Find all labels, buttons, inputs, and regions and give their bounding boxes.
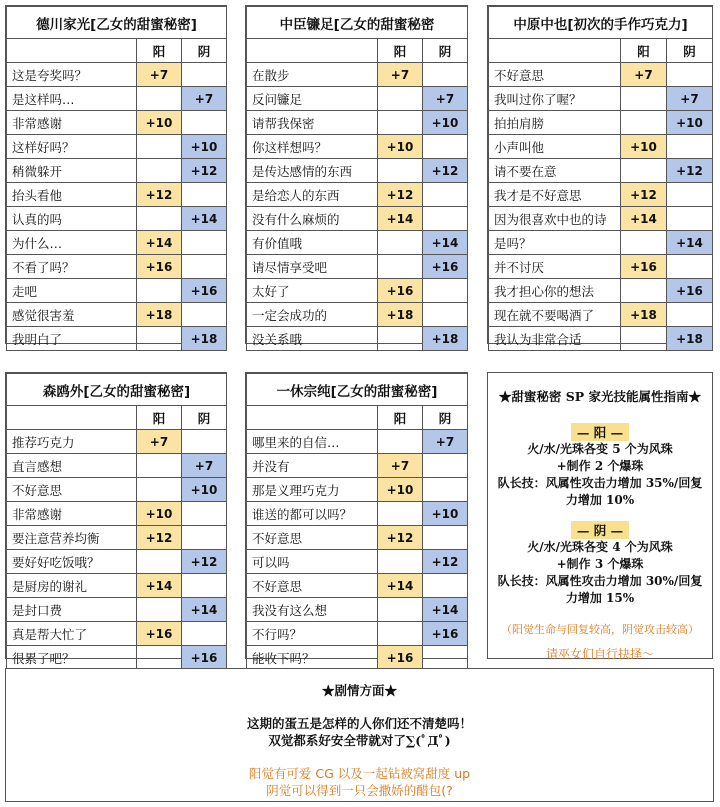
yin-value: +14: [423, 231, 468, 255]
header-blank: [7, 39, 137, 63]
yin-value: [667, 183, 713, 207]
table-row: [489, 303, 713, 327]
table-row: [7, 303, 227, 327]
table-row: [247, 598, 468, 622]
choice-text: 我明白了: [7, 327, 137, 351]
table-row: [7, 111, 227, 135]
choice-text: 反问镰足: [247, 87, 378, 111]
yin-value: +16: [182, 646, 227, 670]
choice-text: 是厨房的谢礼: [7, 574, 137, 598]
choice-table: [6, 373, 227, 670]
yang-value: [378, 255, 423, 279]
yang-value: +16: [137, 622, 182, 646]
choice-text: 不好意思: [247, 526, 378, 550]
yang-value: [137, 207, 182, 231]
table-row: [247, 159, 468, 183]
choice-text: 因为很喜欢中也的诗: [489, 207, 621, 231]
yang-value: +12: [137, 183, 182, 207]
yin-value: +12: [423, 550, 468, 574]
table-title: 中臣镰足[乙女的甜蜜秘密: [247, 7, 468, 39]
yang-value: +18: [621, 303, 667, 327]
yang-value: [137, 327, 182, 351]
yang-value: +10: [621, 135, 667, 159]
table-row: [247, 327, 468, 351]
yang-value: [137, 550, 182, 574]
table-row: [7, 231, 227, 255]
yang-value: +14: [621, 207, 667, 231]
yin-value: +18: [667, 327, 713, 351]
yang-value: +16: [137, 255, 182, 279]
table-row: [7, 646, 227, 670]
yang-value: [137, 87, 182, 111]
yin-value: [423, 454, 468, 478]
yang-value: +16: [378, 279, 423, 303]
yin-value: +14: [182, 207, 227, 231]
yang-value: [621, 159, 667, 183]
table-row: [247, 135, 468, 159]
guide-yang-header: — 阳 —: [571, 423, 629, 441]
table-title: 德川家光[乙女的甜蜜秘密]: [7, 7, 227, 39]
yin-value: +18: [423, 327, 468, 351]
choice-table-nakatomi: [245, 5, 468, 347]
choice-text: 我没有这么想: [247, 598, 378, 622]
choice-text: 认真的吗: [7, 207, 137, 231]
table-row: [489, 159, 713, 183]
yang-value: [378, 550, 423, 574]
choice-text: 要注意营养均衡: [7, 526, 137, 550]
choice-text: 请不要在意: [489, 159, 621, 183]
yang-value: +12: [378, 526, 423, 550]
yin-value: +12: [182, 159, 227, 183]
yin-value: [423, 135, 468, 159]
yin-value: +14: [667, 231, 713, 255]
table-row: [7, 454, 227, 478]
table-row: [7, 183, 227, 207]
yin-value: [182, 502, 227, 526]
yang-value: +7: [621, 63, 667, 87]
table-row: [7, 135, 227, 159]
yin-value: +7: [667, 87, 713, 111]
yin-value: +12: [423, 159, 468, 183]
table-row: [489, 183, 713, 207]
guide-yang-line: 队长技：风属性攻击力增加 35%/回复: [497, 476, 703, 490]
yang-value: [378, 598, 423, 622]
choice-text: 没有什么麻烦的: [247, 207, 378, 231]
yin-value: +14: [182, 598, 227, 622]
choice-text: 是这样吗…: [7, 87, 137, 111]
story-title: ★剧情方面★: [321, 683, 397, 698]
choice-text: 这是夸奖吗？: [7, 63, 137, 87]
yin-value: +12: [667, 159, 713, 183]
guide-yin-line: 力增加 15%: [565, 591, 635, 605]
choice-text: 太好了: [247, 279, 378, 303]
yin-value: [182, 526, 227, 550]
table-row: [247, 303, 468, 327]
yin-value: [423, 183, 468, 207]
choice-text: 不好意思: [247, 574, 378, 598]
yang-value: +12: [378, 183, 423, 207]
choice-text: 走吧: [7, 279, 137, 303]
guide-yin-header: — 阴 —: [571, 521, 629, 539]
choice-text: 非常感谢: [7, 111, 137, 135]
choice-text: 请帮我保密: [247, 111, 378, 135]
choice-text: 请尽情享受吧: [247, 255, 378, 279]
choice-text: 非常感谢: [7, 502, 137, 526]
yang-value: +10: [137, 502, 182, 526]
yang-value: +7: [137, 63, 182, 87]
header-yang: 阳: [378, 406, 423, 430]
table-title: 一休宗纯[乙女的甜蜜秘密]: [247, 374, 468, 406]
table-row: [7, 622, 227, 646]
table-row: [489, 207, 713, 231]
yang-value: [378, 502, 423, 526]
choice-text: 能收下吗？: [247, 646, 378, 670]
story-line-2: 双觉都系好安全带就对了∑(ﾟДﾟ): [268, 733, 451, 748]
yang-value: [378, 87, 423, 111]
guide-yang-line: 力增加 10%: [565, 493, 635, 507]
guide-note: （阳觉生命与回复较高，阴觉攻击较高）: [501, 623, 699, 636]
yin-value: [182, 430, 227, 454]
yin-value: +7: [182, 87, 227, 111]
yin-value: +12: [182, 550, 227, 574]
table-row: [247, 502, 468, 526]
choice-text: 现在就不要喝酒了: [489, 303, 621, 327]
header-yang: 阳: [137, 39, 182, 63]
yin-value: +10: [423, 111, 468, 135]
choice-text: 可以吗: [247, 550, 378, 574]
yang-value: [621, 87, 667, 111]
table-row: [489, 87, 713, 111]
yang-value: +18: [378, 303, 423, 327]
table-row: [247, 550, 468, 574]
yang-value: +16: [621, 255, 667, 279]
choice-table-mori: [5, 372, 227, 666]
choice-text: 很累了吧？: [7, 646, 137, 670]
choice-text: 我叫过你了喔？: [489, 87, 621, 111]
yang-value: [378, 430, 423, 454]
table-row: [7, 63, 227, 87]
yin-value: [182, 183, 227, 207]
yin-value: [182, 111, 227, 135]
choice-text: 真是帮大忙了: [7, 622, 137, 646]
header-blank: [247, 406, 378, 430]
choice-text: 抬头看他: [7, 183, 137, 207]
table-row: [489, 231, 713, 255]
story-line: [6, 715, 713, 749]
table-row: [247, 231, 468, 255]
table-row: [489, 255, 713, 279]
guide-yin-line: 火/水/光珠各变 4 个为风珠: [527, 540, 673, 554]
choice-text: 是吗？: [489, 231, 621, 255]
yin-value: +14: [423, 598, 468, 622]
choice-table: [246, 373, 468, 670]
yang-value: +7: [378, 63, 423, 87]
yin-value: +10: [667, 111, 713, 135]
choice-text: 你这样想吗？: [247, 135, 378, 159]
story-line-1: 这期的蛋五是怎样的人你们还不清楚吗！: [246, 716, 472, 731]
choice-text: 不看了吗？: [7, 255, 137, 279]
table-row: [7, 207, 227, 231]
yin-value: [423, 478, 468, 502]
table-row: [489, 327, 713, 351]
table-row: [7, 526, 227, 550]
table-row: [247, 478, 468, 502]
choice-table-tokugawa: [5, 5, 227, 347]
yin-value: [423, 646, 468, 670]
yang-value: +10: [378, 135, 423, 159]
table-row: [247, 430, 468, 454]
table-row: [7, 598, 227, 622]
table-row: [247, 87, 468, 111]
yin-value: +7: [182, 454, 227, 478]
yang-value: [621, 111, 667, 135]
choice-text: 我才是不好意思: [489, 183, 621, 207]
yang-value: [378, 622, 423, 646]
choice-text: 有价值哦: [247, 231, 378, 255]
table-row: [247, 207, 468, 231]
yin-value: +16: [667, 279, 713, 303]
yang-value: +10: [378, 478, 423, 502]
guide-note-choose: 请巫女们自行抉择～: [545, 647, 654, 661]
header-yin: 阴: [182, 39, 227, 63]
table-title: 中原中也[初次的手作巧克力]: [489, 7, 713, 39]
header-yin: 阴: [423, 39, 468, 63]
table-title: 森鸥外[乙女的甜蜜秘密]: [7, 374, 227, 406]
header-yang: 阳: [378, 39, 423, 63]
yang-value: +14: [378, 207, 423, 231]
header-blank: [247, 39, 378, 63]
yang-value: [137, 454, 182, 478]
header-yang: 阳: [137, 406, 182, 430]
table-row: [247, 646, 468, 670]
yang-value: [137, 598, 182, 622]
guide-yang-line: +制作 2 个爆珠: [556, 459, 644, 473]
table-row: [7, 327, 227, 351]
yang-value: +12: [137, 526, 182, 550]
choice-text: 一定会成功的: [247, 303, 378, 327]
yin-value: [423, 303, 468, 327]
story-panel: [5, 668, 714, 802]
yang-value: +14: [378, 574, 423, 598]
header-yang: 阳: [621, 39, 667, 63]
yin-value: [667, 63, 713, 87]
choice-text: 没关系哦: [247, 327, 378, 351]
yin-value: +10: [423, 502, 468, 526]
yang-value: [378, 327, 423, 351]
choice-text: 是给恋人的东西: [247, 183, 378, 207]
guide-yang-line: 火/水/光珠各变 5 个为风珠: [527, 442, 673, 456]
table-row: [7, 255, 227, 279]
yang-value: +7: [137, 430, 182, 454]
table-row: [247, 111, 468, 135]
choice-text: 不好意思: [7, 478, 137, 502]
table-row: [247, 574, 468, 598]
yang-value: +7: [378, 454, 423, 478]
choice-text: 是封口费: [7, 598, 137, 622]
yang-value: [137, 646, 182, 670]
table-row: [7, 279, 227, 303]
choice-text: 那是义理巧克力: [247, 478, 378, 502]
table-row: [489, 279, 713, 303]
choice-text: 这样好吗？: [7, 135, 137, 159]
yin-value: [667, 255, 713, 279]
choice-text: 在散步: [247, 63, 378, 87]
yang-value: [378, 111, 423, 135]
guide-yin-line: 队长技：风属性攻击力增加 30%/回复: [497, 574, 703, 588]
yang-value: [378, 231, 423, 255]
choice-text: 不行吗？: [247, 622, 378, 646]
choice-text: 直言感想: [7, 454, 137, 478]
choice-table: [6, 6, 227, 351]
choice-text: 小声叫他: [489, 135, 621, 159]
table-row: [489, 63, 713, 87]
yin-value: [423, 526, 468, 550]
story-line-4: 阴觉可以得到一只会撒娇的醋包(?: [266, 783, 453, 798]
table-row: [247, 622, 468, 646]
yang-value: [621, 279, 667, 303]
yin-value: [182, 622, 227, 646]
choice-text: 我才担心你的想法: [489, 279, 621, 303]
table-row: [7, 87, 227, 111]
choice-text: 是传达感情的东西: [247, 159, 378, 183]
yang-value: [137, 478, 182, 502]
yin-value: [667, 207, 713, 231]
yang-value: [621, 327, 667, 351]
choice-text: 并不讨厌: [489, 255, 621, 279]
yin-value: +16: [423, 255, 468, 279]
yang-value: +14: [137, 231, 182, 255]
yin-value: +16: [182, 279, 227, 303]
choice-text: 为什么…: [7, 231, 137, 255]
table-row: [7, 430, 227, 454]
table-row: [489, 135, 713, 159]
yin-value: [423, 63, 468, 87]
choice-text: 拍拍肩膀: [489, 111, 621, 135]
header-blank: [489, 39, 621, 63]
yin-value: [423, 279, 468, 303]
choice-table-ikkyu: [245, 372, 468, 666]
table-row: [7, 502, 227, 526]
yin-value: +10: [182, 478, 227, 502]
table-row: [7, 550, 227, 574]
yin-value: [423, 207, 468, 231]
guide-yin-line: +制作 3 个爆珠: [556, 557, 644, 571]
choice-text: 要好好吃饭哦？: [7, 550, 137, 574]
choice-text: 谁送的都可以吗？: [247, 502, 378, 526]
table-row: [247, 63, 468, 87]
yin-value: [182, 63, 227, 87]
header-blank: [7, 406, 137, 430]
story-awakening-notes: [6, 765, 713, 799]
choice-table-nakahara: [487, 5, 713, 347]
guide-title: ★甜蜜秘密 SP 家光技能属性指南★: [498, 389, 702, 404]
yin-value: +16: [423, 622, 468, 646]
choice-text: 哪里来的自信…: [247, 430, 378, 454]
yang-value: +16: [378, 646, 423, 670]
yang-value: +18: [137, 303, 182, 327]
table-row: [489, 111, 713, 135]
yin-value: +7: [423, 87, 468, 111]
yang-value: [378, 159, 423, 183]
yin-value: [182, 231, 227, 255]
yin-value: [182, 303, 227, 327]
choice-text: 推荐巧克力: [7, 430, 137, 454]
table-row: [247, 454, 468, 478]
yang-value: +14: [137, 574, 182, 598]
table-row: [247, 183, 468, 207]
yang-value: +12: [621, 183, 667, 207]
yin-value: +18: [182, 327, 227, 351]
yin-value: [423, 574, 468, 598]
yin-value: [667, 303, 713, 327]
choice-table: [246, 6, 468, 351]
table-row: [247, 255, 468, 279]
yang-value: +10: [137, 111, 182, 135]
choice-text: 我认为非常合适: [489, 327, 621, 351]
table-row: [7, 574, 227, 598]
story-line-3: 阳觉有可爱 CG 以及一起钻被窝甜度 up: [248, 766, 471, 781]
table-row: [7, 159, 227, 183]
yang-value: [137, 159, 182, 183]
choice-text: 并没有: [247, 454, 378, 478]
yin-value: +7: [423, 430, 468, 454]
choice-text: 稍微躲开: [7, 159, 137, 183]
choice-table: [488, 6, 713, 351]
table-row: [247, 526, 468, 550]
choice-text: 感觉很害羞: [7, 303, 137, 327]
table-row: [7, 478, 227, 502]
table-row: [247, 279, 468, 303]
yang-value: [137, 135, 182, 159]
header-yin: 阴: [182, 406, 227, 430]
skill-guide-panel: [487, 372, 713, 659]
header-yin: 阴: [423, 406, 468, 430]
yang-value: [621, 231, 667, 255]
yang-value: [137, 279, 182, 303]
yin-value: +10: [182, 135, 227, 159]
choice-text: 不好意思: [489, 63, 621, 87]
yin-value: [182, 255, 227, 279]
header-yin: 阴: [667, 39, 713, 63]
yin-value: [182, 574, 227, 598]
yin-value: [667, 135, 713, 159]
